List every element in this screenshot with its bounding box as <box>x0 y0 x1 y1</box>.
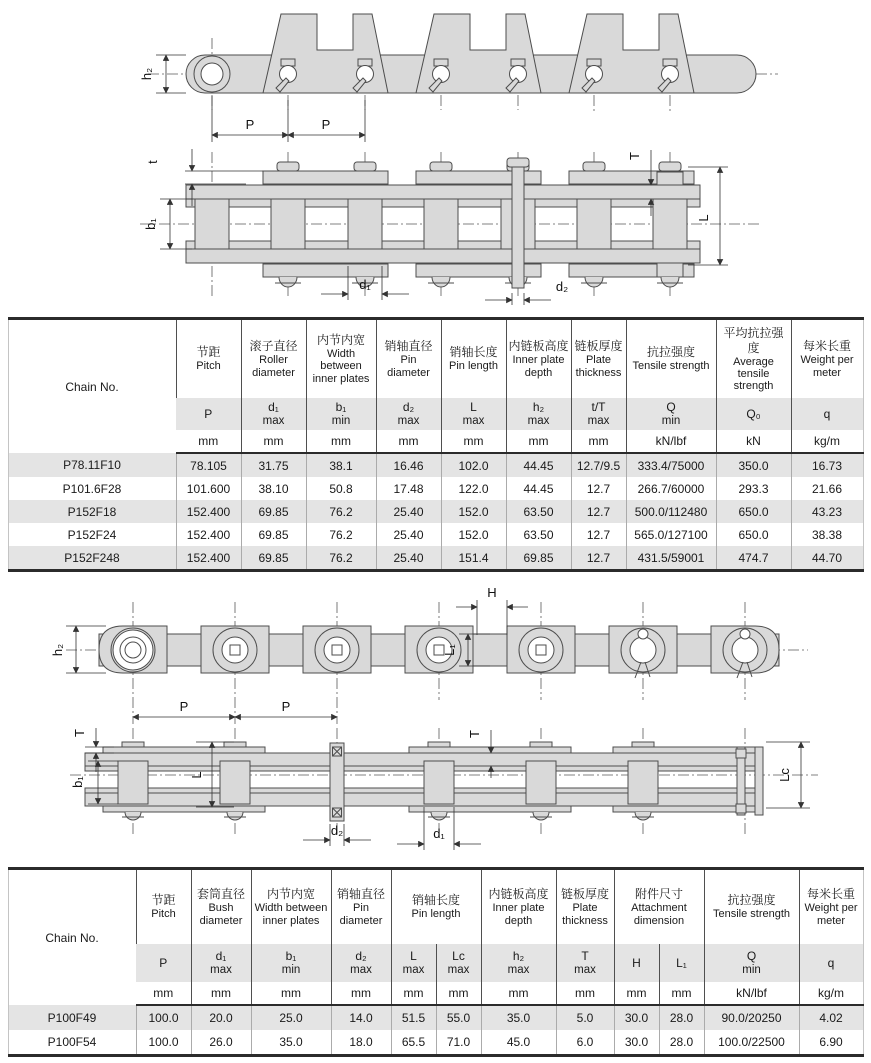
unit-header: mm <box>176 430 241 453</box>
unit-header: mm <box>556 982 614 1005</box>
table-row <box>8 1005 863 1030</box>
table-body <box>8 1005 863 1056</box>
unit-header: kN/lbf <box>626 430 716 453</box>
column-header-en: Pin diameter <box>339 902 383 927</box>
dim-label-L: L <box>696 214 711 222</box>
table-body <box>8 453 863 571</box>
value-cell: 38.1 <box>306 453 376 477</box>
column-header-en: Roller diameter <box>252 354 295 379</box>
column-header-cn: 内节内宽 <box>266 887 315 902</box>
dim-label-b1-2: b₁ <box>70 776 85 788</box>
value-cell: 90.0/20250 <box>704 1005 799 1030</box>
unit-header: mm <box>391 982 436 1005</box>
value-cell: 6.0 <box>556 1030 614 1056</box>
dim-label-T: T <box>627 152 642 160</box>
column-header-en: Inner plate depth <box>512 354 565 379</box>
chain-no-cell: P152F18 <box>67 504 117 519</box>
dim-label-p1-2: P <box>179 699 189 714</box>
unit-header: mm <box>659 982 704 1005</box>
value-cell: 50.8 <box>306 477 376 500</box>
column-header-en: Pin length <box>411 908 461 921</box>
value-cell: 25.40 <box>376 500 441 523</box>
column-header-cn: 链板厚度 <box>574 339 623 354</box>
chain-no-cell: P100F49 <box>47 1010 97 1025</box>
symbol-header: t/T max <box>571 398 626 430</box>
value-cell: 35.0 <box>251 1030 331 1056</box>
value-cell: 30.0 <box>614 1005 659 1030</box>
column-header-cn: 每米长重 <box>806 887 855 902</box>
value-cell: 12.7 <box>571 523 626 546</box>
value-cell: 55.0 <box>436 1005 481 1030</box>
column-header <box>376 319 441 399</box>
dim-label-T-mid: T <box>467 730 482 738</box>
value-cell: 76.2 <box>306 546 376 571</box>
chain-no-cell: P152F248 <box>64 550 120 565</box>
value-cell: 45.0 <box>481 1030 556 1056</box>
value-cell: 102.0 <box>441 453 506 477</box>
value-cell: 71.0 <box>436 1030 481 1056</box>
unit-header: mm <box>376 430 441 453</box>
unit-header: kg/m <box>791 430 863 453</box>
dim-label-p1: P <box>245 117 255 132</box>
column-header <box>306 319 376 399</box>
column-header-cn: 销轴直径 <box>384 339 433 354</box>
column-header <box>626 319 716 399</box>
symbol-header: Q min <box>704 944 799 982</box>
value-cell: 122.0 <box>441 477 506 500</box>
value-cell: 43.23 <box>791 500 863 523</box>
value-cell: 100.0 <box>136 1030 191 1056</box>
dim-label-H: H <box>487 585 497 600</box>
unit-header: mm <box>614 982 659 1005</box>
column-header-cn: 抗拉强度 <box>646 345 695 360</box>
unit-header: kg/m <box>799 982 863 1005</box>
chain-no-cell: P101.6F28 <box>62 481 122 496</box>
column-header-en: Pitch <box>196 360 221 373</box>
column-header-en: Weight per meter <box>804 902 858 927</box>
value-cell: 152.400 <box>176 500 241 523</box>
column-header <box>704 869 799 945</box>
value-cell: 69.85 <box>506 546 571 571</box>
unit-header: mm <box>136 982 191 1005</box>
column-header-en: Weight per meter <box>800 354 854 379</box>
value-cell: 6.90 <box>799 1030 863 1056</box>
column-header-en: Bush diameter <box>199 902 243 927</box>
symbol-header: d₁ max <box>191 944 251 982</box>
dim-label-d1: d₁ <box>359 277 371 292</box>
chain-no-cell: P78.11F10 <box>63 458 121 472</box>
column-header <box>481 869 556 945</box>
value-cell: 18.0 <box>331 1030 391 1056</box>
symbol-header: d₂ max <box>331 944 391 982</box>
column-header-cn: 销轴长度 <box>411 893 460 908</box>
table-header <box>8 319 863 454</box>
value-cell: 28.0 <box>659 1005 704 1030</box>
spec-table-1 <box>8 317 864 572</box>
dim-label-L1: L₁ <box>442 644 457 656</box>
column-header-en: Plate thickness <box>562 902 608 927</box>
column-header-en: Width between inner plates <box>312 348 370 385</box>
column-header-cn: 平均抗拉强度 <box>723 325 784 355</box>
chain-no-cell: P152F24 <box>67 527 117 542</box>
symbol-header: q <box>799 944 863 982</box>
value-cell: 333.4/75000 <box>626 453 716 477</box>
column-header <box>191 869 251 945</box>
value-cell: 69.85 <box>241 523 306 546</box>
value-cell: 12.7 <box>571 546 626 571</box>
value-cell: 69.85 <box>241 500 306 523</box>
column-header-cn: 节距 <box>196 345 221 360</box>
value-cell: 21.66 <box>791 477 863 500</box>
dim-label-b1: b₁ <box>143 218 158 230</box>
spec-table-2 <box>8 867 864 1057</box>
value-cell: 44.45 <box>506 477 571 500</box>
symbol-header: Q₀ <box>716 398 791 430</box>
dim-label-p2-2: P <box>281 699 291 714</box>
column-header <box>136 869 191 945</box>
column-header-cn: 销轴直径 <box>336 887 385 902</box>
value-cell: 152.0 <box>441 500 506 523</box>
column-header <box>571 319 626 399</box>
value-cell: 69.85 <box>241 546 306 571</box>
value-cell: 76.2 <box>306 500 376 523</box>
value-cell: 63.50 <box>506 523 571 546</box>
dim-label-h2-2: h₂ <box>50 643 65 657</box>
column-header-cn: 内节内宽 <box>316 333 365 348</box>
value-cell: 500.0/112480 <box>626 500 716 523</box>
unit-header: mm <box>306 430 376 453</box>
table-row <box>8 453 863 477</box>
value-cell: 100.0/22500 <box>704 1030 799 1056</box>
symbol-header: h₂ max <box>506 398 571 430</box>
value-cell: 17.48 <box>376 477 441 500</box>
chain-no-header: Chain No. <box>45 930 99 945</box>
drawing-longpitch-chain <box>0 578 871 863</box>
column-header-en: Attachment dimension <box>631 902 687 927</box>
unit-header: kN <box>716 430 791 453</box>
value-cell: 16.73 <box>791 453 863 477</box>
value-cell: 12.7 <box>571 477 626 500</box>
value-cell: 5.0 <box>556 1005 614 1030</box>
unit-header: mm <box>481 982 556 1005</box>
column-header <box>614 869 704 945</box>
symbol-header: b₁ min <box>251 944 331 982</box>
chain-side-view <box>140 149 762 305</box>
value-cell: 101.600 <box>176 477 241 500</box>
symbol-header: L₁ <box>659 944 704 982</box>
chain-plan-view <box>139 14 778 142</box>
value-cell: 293.3 <box>716 477 791 500</box>
column-header-en: Inner plate depth <box>492 902 545 927</box>
unit-header: kN/lbf <box>704 982 799 1005</box>
symbol-header: d₂ max <box>376 398 441 430</box>
value-cell: 152.400 <box>176 546 241 571</box>
value-cell: 78.105 <box>176 453 241 477</box>
symbol-header: L max <box>441 398 506 430</box>
column-header <box>791 319 863 399</box>
value-cell: 4.02 <box>799 1005 863 1030</box>
value-cell: 650.0 <box>716 500 791 523</box>
dim-label-h2: h₂ <box>139 67 154 81</box>
column-header-cn: 滚子直径 <box>249 339 298 354</box>
chain2-side-view <box>70 728 818 850</box>
column-header <box>251 869 331 945</box>
column-header-en: Tensile strength <box>712 908 791 921</box>
symbol-header: L max <box>391 944 436 982</box>
column-header <box>799 869 863 945</box>
unit-header: mm <box>251 982 331 1005</box>
value-cell: 565.0/127100 <box>626 523 716 546</box>
value-cell: 350.0 <box>716 453 791 477</box>
column-header-cn: 链板厚度 <box>560 887 609 902</box>
column-header-cn: 套筒直径 <box>196 887 245 902</box>
chain-no-header: Chain No. <box>65 379 119 394</box>
dim-label-L-2: L <box>189 771 204 779</box>
value-cell: 650.0 <box>716 523 791 546</box>
value-cell: 44.45 <box>506 453 571 477</box>
value-cell: 100.0 <box>136 1005 191 1030</box>
value-cell: 28.0 <box>659 1030 704 1056</box>
column-header-cn: 内链板高度 <box>488 887 549 902</box>
dim-label-d1-2: d₁ <box>433 826 445 841</box>
column-header-en: Pitch <box>151 908 176 921</box>
column-header <box>716 319 791 399</box>
unit-header: mm <box>441 430 506 453</box>
value-cell: 152.400 <box>176 523 241 546</box>
dim-label-T-left: T <box>72 729 87 737</box>
symbol-header: T max <box>556 944 614 982</box>
value-cell: 12.7/9.5 <box>571 453 626 477</box>
unit-header: mm <box>571 430 626 453</box>
value-cell: 12.7 <box>571 500 626 523</box>
value-cell: 25.40 <box>376 546 441 571</box>
value-cell: 44.70 <box>791 546 863 571</box>
value-cell: 431.5/59001 <box>626 546 716 571</box>
dim-label-d2: d₂ <box>555 279 569 294</box>
drawing-attachment-chain <box>0 0 871 313</box>
column-header <box>391 869 481 945</box>
value-cell: 38.38 <box>791 523 863 546</box>
column-header-en: Pin diameter <box>387 354 430 379</box>
column-header-cn: 每米长重 <box>802 339 851 354</box>
symbol-header: P <box>136 944 191 982</box>
value-cell: 76.2 <box>306 523 376 546</box>
value-cell: 16.46 <box>376 453 441 477</box>
symbol-header: Lc max <box>436 944 481 982</box>
table-row <box>8 1030 863 1056</box>
column-header <box>176 319 241 399</box>
column-header-cn: 节距 <box>151 893 176 908</box>
value-cell: 38.10 <box>241 477 306 500</box>
column-header <box>556 869 614 945</box>
table-row <box>8 500 863 523</box>
unit-header: mm <box>241 430 306 453</box>
value-cell: 474.7 <box>716 546 791 571</box>
column-header-en: Average tensile strength <box>733 355 774 393</box>
unit-header: mm <box>506 430 571 453</box>
dim-label-p2: P <box>321 117 331 132</box>
chain2-plan-view <box>50 585 808 724</box>
unit-header: mm <box>331 982 391 1005</box>
column-header <box>331 869 391 945</box>
column-header-en: Tensile strength <box>632 360 710 373</box>
column-header-en: Pin length <box>449 360 498 373</box>
value-cell: 266.7/60000 <box>626 477 716 500</box>
value-cell: 151.4 <box>441 546 506 571</box>
table-row <box>8 523 863 546</box>
symbol-header: d₁ max <box>241 398 306 430</box>
column-header <box>441 319 506 399</box>
column-header-cn: 内链板高度 <box>508 339 569 354</box>
symbol-header: H <box>614 944 659 982</box>
table-row <box>8 546 863 571</box>
column-header-cn: 抗拉强度 <box>727 893 776 908</box>
column-header-cn: 附件尺寸 <box>634 887 683 902</box>
column-header <box>241 319 306 399</box>
value-cell: 20.0 <box>191 1005 251 1030</box>
column-header-en: Width between inner plates <box>254 902 328 927</box>
table-row <box>8 477 863 500</box>
symbol-header: b₁ min <box>306 398 376 430</box>
value-cell: 35.0 <box>481 1005 556 1030</box>
value-cell: 152.0 <box>441 523 506 546</box>
symbol-header: Q min <box>626 398 716 430</box>
dim-label-t: t <box>145 160 160 164</box>
value-cell: 14.0 <box>331 1005 391 1030</box>
dim-label-Lc: Lc <box>777 768 792 782</box>
value-cell: 63.50 <box>506 500 571 523</box>
symbol-header: h₂ max <box>481 944 556 982</box>
chain-no-cell: P100F54 <box>47 1035 97 1049</box>
dim-label-d2-2: d₂ <box>330 823 344 838</box>
value-cell: 25.40 <box>376 523 441 546</box>
value-cell: 26.0 <box>191 1030 251 1056</box>
value-cell: 51.5 <box>391 1005 436 1030</box>
symbol-header: P <box>176 398 241 430</box>
value-cell: 30.0 <box>614 1030 659 1056</box>
value-cell: 25.0 <box>251 1005 331 1030</box>
unit-header: mm <box>191 982 251 1005</box>
unit-header: mm <box>436 982 481 1005</box>
value-cell: 65.5 <box>391 1030 436 1056</box>
value-cell: 31.75 <box>241 453 306 477</box>
column-header-en: Plate thickness <box>575 354 622 379</box>
column-header-cn: 销轴长度 <box>449 345 498 360</box>
table-header <box>8 869 863 1006</box>
symbol-header: q <box>791 398 863 430</box>
column-header <box>506 319 571 399</box>
